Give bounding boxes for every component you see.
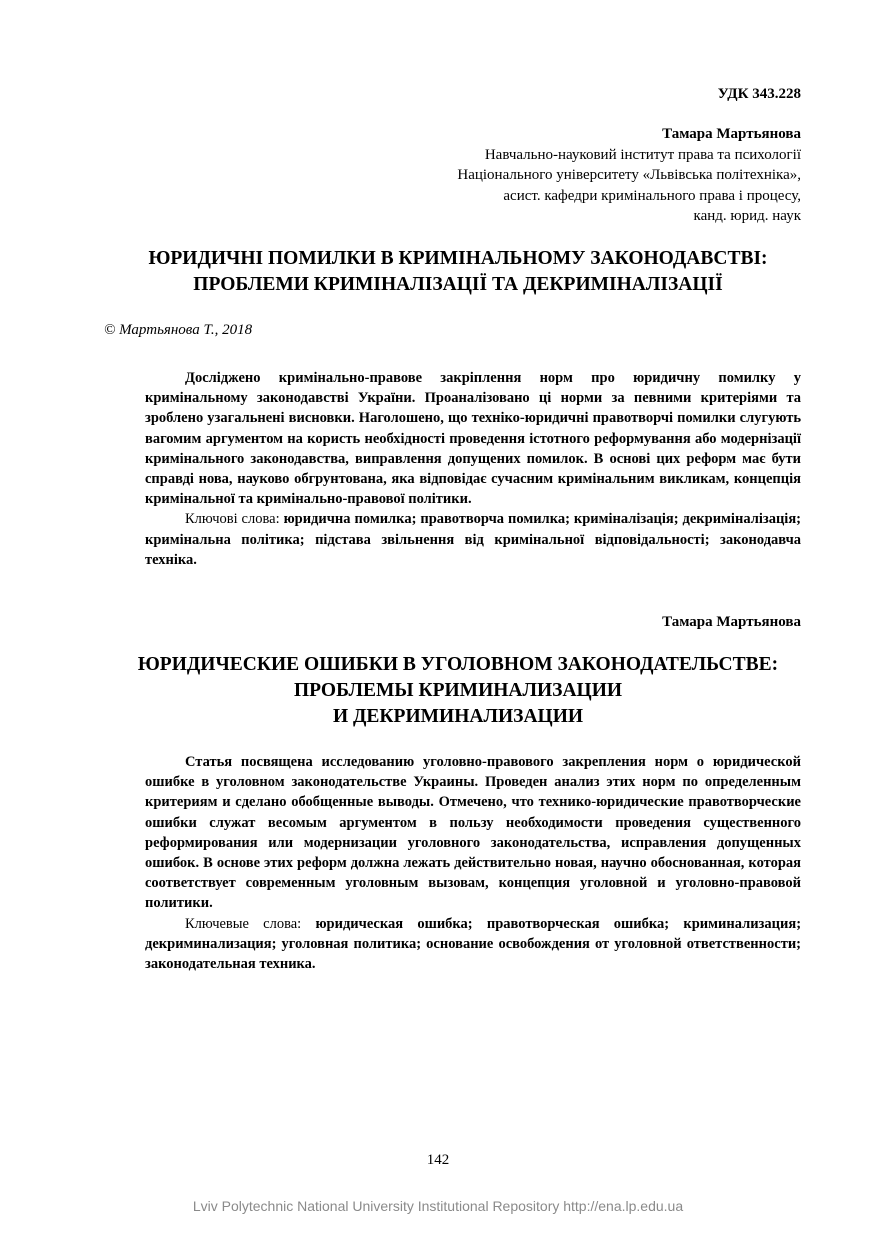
title-line: ЮРИДИЧЕСКИЕ ОШИБКИ В УГОЛОВНОМ ЗАКОНОДАТЕЛЬСТВЕ: <box>137 654 779 675</box>
abstract-ua <box>145 368 801 570</box>
keywords-label-ua: Ключові слова: <box>185 511 280 528</box>
affiliation-line: канд. юрид. наук <box>693 208 801 224</box>
page-number: 142 <box>426 1152 450 1168</box>
title-line: ЮРИДИЧНІ ПОМИЛКИ В КРИМІНАЛЬНОМУ ЗАКОНОДАВСТВІ: <box>148 248 768 269</box>
title-line: ПРОБЛЕМИ КРИМІНАЛІЗАЦІЇ ТА ДЕКРИМІНАЛІЗАЦІЇ <box>193 274 723 295</box>
udc-code: УДК 343.228 <box>717 86 801 102</box>
repository-footer: Lviv Polytechnic National University Institutional Repository http://ena.lp.edu.ua <box>192 1198 684 1214</box>
author-name-ru: Тамара Мартьянова <box>662 614 801 630</box>
author-block-ua <box>380 124 801 227</box>
abstract-ru <box>145 752 801 974</box>
abstract-text-ru: Статья посвящена исследованию уголовно-правового закрепления норм о юридической ошибке в уголовном законодательстве Украины. Проведен анализ этих норм по определенным критериям и сделано обобщенные выводы. Отмечено, что технико-юридические правотворческие ошибки служат весомым аргументом в пользу необходимости проведения существенного реформирования или модернизации уголовного законодательства, исправления допущенных ошибок. В основе этих реформ должна лежать действительно новая, научно обоснованная, которая соответствует современным уголовным вызовам, концепция уголовной и уголовно-правовой политики. <box>145 754 801 912</box>
article-title-ru <box>80 652 836 730</box>
affiliation-line: Навчально-науковий інститут права та психології <box>484 146 801 163</box>
abstract-text-ua: Досліджено кримінально-правове закріплення норм про юридичну помилку у кримінальному законодавстві України. Проаналізовано ці норми за певними критеріями та зроблено узагальнені висновки. Наголошено, що техніко-юридичні правотворчі помилки слугують вагомим аргументом на користь необхідності проведення істотного реформування або модернізації кримінального законодавства, виправлення допущених помилок. В основі цих реформ має бути справді нова, науково обгрунтована, яка відповідає сучасним кримінальним викликам, концепція кримінальної та кримінально-правової політики. <box>145 370 801 508</box>
affiliation-line: асист. кафедри кримінального права і процесу, <box>503 187 801 204</box>
article-title-ua <box>80 246 836 298</box>
author-name-ua: Тамара Мартьянова <box>662 126 801 142</box>
title-line: ПРОБЛЕМЫ КРИМИНАЛИЗАЦИИ <box>293 680 623 701</box>
affiliation-line: Національного університету «Львівська політехніка», <box>457 167 801 183</box>
keywords-ua <box>145 509 801 570</box>
keywords-text-ua: юридична помилка; правотворча помилка; криміналізація; декриміналізація; кримінальна політика; підстава звільнення від кримінальної відповідальності; законодавча техніка. <box>145 511 801 568</box>
title-line: И ДЕКРИМИНАЛИЗАЦИИ <box>332 706 584 727</box>
copyright-notice: © Мартьянова Т., 2018 <box>104 322 253 338</box>
keywords-ru <box>145 914 801 975</box>
keywords-label-ru: Ключевые слова: <box>185 915 302 932</box>
keywords-text-ru: юридическая ошибка; правотворческая ошибка; криминализация; декриминализация; уголовная политика; основание освобождения от уголовной ответственности; законодательная техника. <box>145 915 802 973</box>
